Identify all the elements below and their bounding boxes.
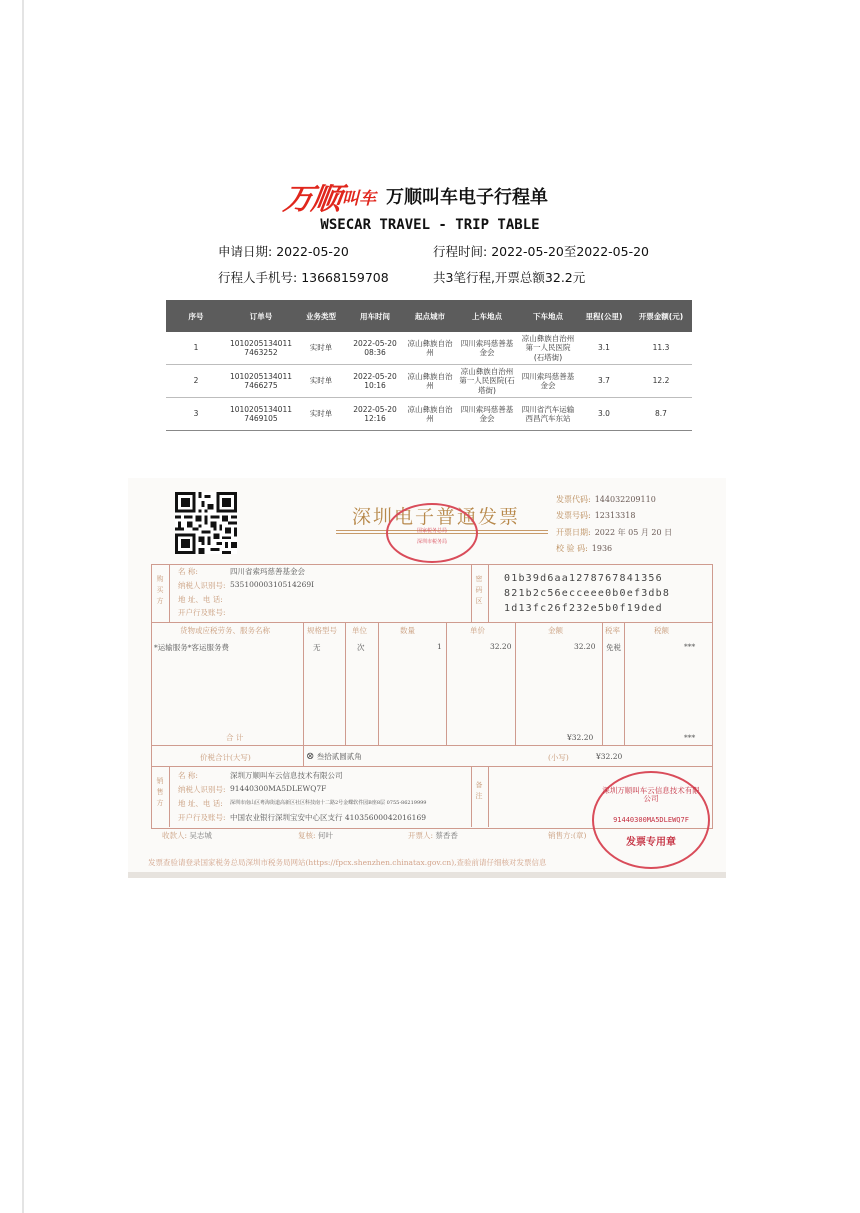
buyer-addr-label: 地 址、电 话: <box>178 595 223 604</box>
invoice-code-label: 发票代码: <box>556 495 591 504</box>
total-caps <box>306 751 362 762</box>
payee <box>162 830 212 841</box>
seller-seal-label: 销售方:(章) <box>548 831 587 840</box>
grid-line <box>169 766 170 827</box>
invoice-number-value: 12313318 <box>594 511 636 520</box>
cell-city: 凉山彝族自治州 <box>404 365 456 398</box>
items-header-unit: 单位 <box>352 626 367 635</box>
items-header-rate: 税率 <box>605 626 620 635</box>
traveler-phone <box>218 268 389 286</box>
brand-logo: 万顺 <box>281 182 342 217</box>
phone-value: 13668159708 <box>301 270 389 285</box>
seller-bank-label: 开户行及账号: <box>178 813 226 822</box>
cell-order <box>226 332 296 365</box>
cell-no: 3 <box>166 398 226 431</box>
cell-dropoff: 凉山彝族自治州第一人民医院(石塔街) <box>518 332 578 365</box>
grid-line <box>488 564 489 622</box>
qr-code <box>175 492 237 554</box>
order-part: 7469105 <box>244 414 278 423</box>
grid-line <box>303 622 304 766</box>
items-header-name: 货物或应税劳务、服务名称 <box>180 626 270 635</box>
grid-line <box>151 622 712 623</box>
cell-time <box>346 332 404 365</box>
cell-type: 实时单 <box>296 365 346 398</box>
grid-line <box>151 766 712 767</box>
brand-logo-suffix: 叫车 <box>342 188 376 209</box>
time-clock: 10:16 <box>364 381 386 390</box>
buyer-name: 四川省索玛慈善基金会 <box>230 567 305 576</box>
cipher-side-label: 密码区 <box>475 575 483 605</box>
trip-table <box>166 300 692 431</box>
order-part: 7466275 <box>244 381 278 390</box>
col-header: 订单号 <box>226 300 296 332</box>
trip-table-header <box>166 300 692 332</box>
document-subtitle: WSECAR TRAVEL - TRIP TABLE <box>320 217 540 233</box>
brand-header <box>281 174 548 218</box>
invoice-number <box>556 510 635 521</box>
col-header: 下车地点 <box>518 300 578 332</box>
stamp-text-bottom: 深圳市税务局 <box>416 539 447 545</box>
items-header-price: 单价 <box>470 626 485 635</box>
invoice-check-value: 1936 <box>591 544 613 553</box>
grid-line <box>169 564 170 622</box>
stamp-use: 发票专用章 <box>626 837 676 848</box>
drawer-label: 开票人: <box>408 831 434 840</box>
item-spec: 无 <box>313 643 321 652</box>
seller-bank: 中国农业银行深圳宝安中心区支行 41035600042016169 <box>230 813 427 822</box>
cell-amount: 12.2 <box>630 365 692 398</box>
total-tax: *** <box>684 733 696 742</box>
buyer-tax-label: 纳税人识别号: <box>178 581 226 590</box>
cipher-line: 821b2c56ecceee0b0ef3db8 <box>504 588 671 599</box>
time-date: 2022-05-20 <box>353 404 397 414</box>
reviewer-label: 复核: <box>298 831 316 840</box>
cell-km: 3.1 <box>578 332 630 365</box>
grid-line <box>488 766 489 827</box>
cipher-line: 01b39d6aa1278767841356 <box>504 573 663 584</box>
grid-line <box>471 564 472 622</box>
cell-pickup: 凉山彝族自治州第一人民医院(石塔街) <box>456 365 518 398</box>
buyer-tax: 53510000310514269I <box>230 580 315 589</box>
invoice-code-value: 144032209110 <box>594 495 656 504</box>
invoice-check-label: 校 验 码: <box>556 544 588 553</box>
seller-addr: 深圳市南山区粤海街道高新区社区科技南十二路2号金蝶软件园B座8层 0755-86219999 <box>230 800 427 806</box>
stamp-text-top: 国家税务总局 <box>416 528 447 534</box>
grid-line <box>151 745 712 746</box>
grid-line <box>515 622 516 745</box>
item-rate: 免税 <box>606 643 621 652</box>
trip-time-label: 行程时间: <box>433 244 488 259</box>
invoice-date <box>556 527 672 538</box>
cell-pickup: 四川索玛慈善基金会 <box>456 332 518 365</box>
seller-name-label: 名 称: <box>178 771 198 780</box>
order-part: 7463252 <box>244 348 278 357</box>
cell-type: 实时单 <box>296 398 346 431</box>
invoice-code <box>556 494 656 505</box>
seller-tax-label: 纳税人识别号: <box>178 785 226 794</box>
col-header: 开票金额(元) <box>630 300 692 332</box>
invoice-title: 深圳电子普通发票 <box>352 506 521 528</box>
cell-km: 3.7 <box>578 365 630 398</box>
cell-pickup: 四川索玛慈善基金会 <box>456 398 518 431</box>
invoice-check <box>556 543 612 554</box>
cell-city: 凉山彝族自治州 <box>404 398 456 431</box>
cell-amount: 8.7 <box>630 398 692 431</box>
seller-addr-label: 地 址、电 话: <box>178 799 223 808</box>
stamp-company: 深圳万顺叫车云信息技术有限公司 <box>602 786 700 804</box>
invoice-date-label: 开票日期: <box>556 528 591 537</box>
page-edge <box>22 0 24 1213</box>
order-part: 1010205134011 <box>229 371 293 381</box>
grid-line <box>624 622 625 745</box>
cell-amount: 11.3 <box>630 332 692 365</box>
phone-label: 行程人手机号: <box>218 270 298 285</box>
grid-line <box>602 622 603 745</box>
invoice-date-value: 2022 年 05 月 20 日 <box>594 528 673 537</box>
col-header: 用车时间 <box>346 300 404 332</box>
col-header: 起点城市 <box>404 300 456 332</box>
cell-type: 实时单 <box>296 332 346 365</box>
item-amount: 32.20 <box>574 642 596 651</box>
tax-bureau-stamp <box>386 503 478 563</box>
invoice-footer-note: 发票查验请登录国家税务总局深圳市税务局网站(https://fpcx.shenzhen.chinatax.gov.cn),查验前请仔细核对发票信息 <box>148 858 547 867</box>
item-unit: 次 <box>357 643 365 652</box>
time-date: 2022-05-20 <box>353 338 397 348</box>
cell-km: 3.0 <box>578 398 630 431</box>
trip-summary: 共3笔行程,开票总额32.2元 <box>433 270 586 285</box>
items-header-qty: 数量 <box>400 626 415 635</box>
total-label: 合 计 <box>226 733 244 742</box>
time-clock: 08:36 <box>364 348 386 357</box>
apply-date-value: 2022-05-20 <box>276 244 349 259</box>
item-name: *运输服务*客运服务费 <box>154 643 229 652</box>
reviewer <box>298 830 333 841</box>
document-title: 万顺叫车电子行程单 <box>386 187 548 208</box>
drawer <box>408 830 458 841</box>
invoice-number-label: 发票号码: <box>556 511 591 520</box>
trip-time <box>433 242 649 260</box>
seller-side-label: 销售方 <box>156 777 164 807</box>
apply-date-label: 申请日期: <box>218 244 273 259</box>
col-header: 业务类型 <box>296 300 346 332</box>
item-tax: *** <box>684 642 696 651</box>
grid-line <box>471 766 472 827</box>
table-row <box>166 398 692 431</box>
apply-date <box>218 242 349 260</box>
order-part: 1010205134011 <box>229 338 293 348</box>
item-qty: 1 <box>437 642 442 651</box>
remark-side-label: 备注 <box>475 781 483 800</box>
cell-city: 凉山彝族自治州 <box>404 332 456 365</box>
seller-invoice-stamp <box>592 771 710 869</box>
order-part: 1010205134011 <box>229 404 293 414</box>
cell-dropoff: 四川省汽车运输西昌汽车东站 <box>518 398 578 431</box>
seller-name: 深圳万顺叫车云信息技术有限公司 <box>230 771 343 780</box>
time-date: 2022-05-20 <box>353 371 397 381</box>
grid-line <box>345 622 346 745</box>
total-caps-label: 价税合计(大写) <box>200 753 251 762</box>
table-row <box>166 332 692 365</box>
items-header-amount: 金额 <box>548 626 563 635</box>
total-amount: ¥32.20 <box>567 733 594 742</box>
grid-line <box>446 622 447 745</box>
payee-value: 吴志城 <box>189 831 212 840</box>
items-header-spec: 规格型号 <box>307 626 337 635</box>
cell-no: 2 <box>166 365 226 398</box>
total-small-label: (小写) <box>548 753 569 762</box>
cell-time <box>346 398 404 431</box>
buyer-name-label: 名 称: <box>178 567 198 576</box>
cell-order <box>226 398 296 431</box>
items-header-tax: 税额 <box>654 626 669 635</box>
table-row <box>166 365 692 398</box>
reviewer-value: 何叶 <box>317 831 333 840</box>
buyer-bank-label: 开户行及账号: <box>178 608 226 617</box>
buyer-side-label: 购买方 <box>156 575 164 605</box>
cipher-line: 1d13fc26f232e5b0f19ded <box>504 603 663 614</box>
time-clock: 12:16 <box>364 414 386 423</box>
cell-order <box>226 365 296 398</box>
col-header: 上车地点 <box>456 300 518 332</box>
total-small: ¥32.20 <box>596 752 623 761</box>
col-header: 里程(公里) <box>578 300 630 332</box>
item-price: 32.20 <box>490 642 512 651</box>
cell-no: 1 <box>166 332 226 365</box>
col-header: 序号 <box>166 300 226 332</box>
drawer-value: 蔡香香 <box>435 831 458 840</box>
circled-x-icon: ⊗ <box>306 751 315 762</box>
grid-line <box>378 622 379 745</box>
cell-time <box>346 365 404 398</box>
payee-label: 收款人: <box>162 831 188 840</box>
stamp-tax-id: 91440300MA5DLEWQ7F <box>613 816 689 824</box>
cell-dropoff: 四川索玛慈善基金会 <box>518 365 578 398</box>
total-caps-value: 叁拾贰圆贰角 <box>316 752 362 761</box>
trip-time-value: 2022-05-20至2022-05-20 <box>491 244 649 259</box>
seller-tax: 91440300MA5DLEWQ7F <box>230 784 327 793</box>
